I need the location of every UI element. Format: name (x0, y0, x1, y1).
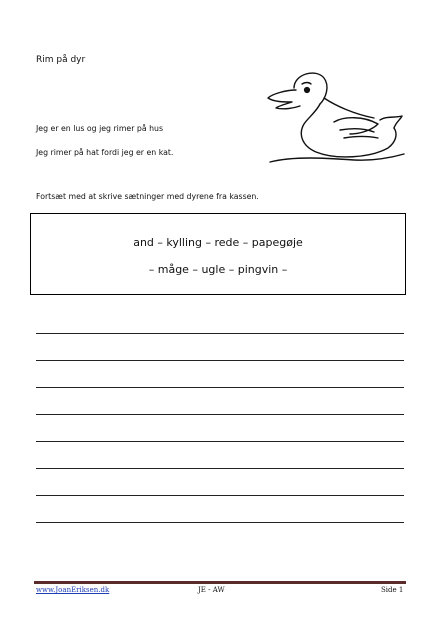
footer-divider (34, 581, 406, 584)
instruction-text: Fortsæt med at skrive sætninger med dyrene fra kassen. (36, 192, 259, 201)
example-rhyme-2: Jeg rimer på hat fordi jeg er en kat. (36, 148, 174, 157)
writing-line (36, 387, 404, 388)
writing-line (36, 495, 404, 496)
word-box (30, 213, 406, 295)
writing-line (36, 333, 404, 334)
writing-line (36, 522, 404, 523)
writing-line (36, 441, 404, 442)
writing-line (36, 468, 404, 469)
footer-code: JE - AW (198, 586, 225, 594)
example-rhyme-1: Jeg er en lus og jeg rimer på hus (36, 124, 164, 133)
duck-icon (264, 68, 406, 166)
word-box-line-2: – måge – ugle – pingvin – (148, 263, 288, 276)
writing-line (36, 414, 404, 415)
page-title: Rim på dyr (36, 55, 86, 65)
writing-line (36, 360, 404, 361)
footer-website-link[interactable]: www.JoanEriksen.dk (36, 586, 110, 594)
footer-page-number: Side 1 (381, 586, 404, 594)
word-box-line-1: and – kylling – rede – papegøje (133, 236, 303, 249)
